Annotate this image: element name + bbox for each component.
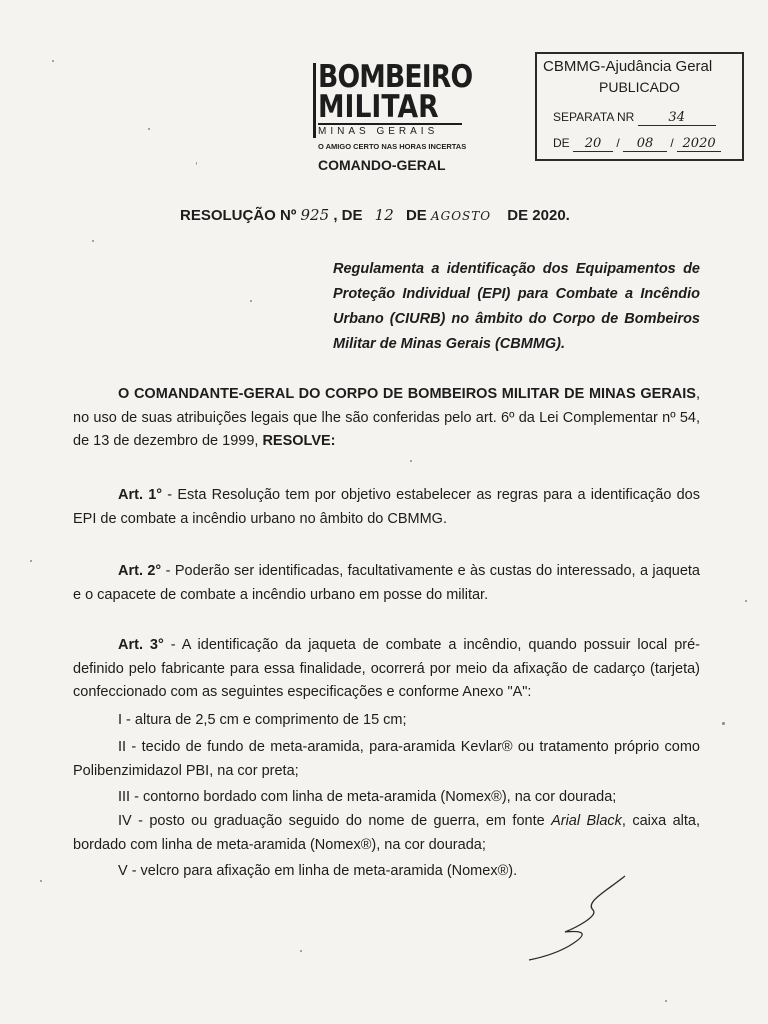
preamble-text: , no uso de suas atribuições legais que lhe são conferidas pelo art. 6º da Lei Complementar nº 54, de 13 de dezembro de 1999, — [73, 386, 700, 449]
publication-stamp — [535, 52, 744, 161]
separata-number: 34 — [638, 110, 716, 126]
item-5: V - velcro para afixação em linha de meta-aramida (Nomex®). — [118, 863, 518, 879]
article-2 — [73, 560, 700, 607]
stamp-line2: PUBLICADO — [599, 79, 680, 95]
title-day: 12 — [374, 206, 394, 224]
title-sep1: , DE — [333, 207, 363, 224]
date-year: 2020 — [677, 136, 721, 152]
preamble-authority: O COMANDANTE-GERAL DO CORPO DE BOMBEIROS MILITAR DE MINAS GERAIS — [118, 386, 696, 402]
article-3-text: - A identificação da jaqueta de combate a incêndio, quando possuir local pré-definido pelo fabricante para essa finalidade, ocorrerá por meio da afixação de cadarço (tarjeta) confeccionado com as seguintes especificações e conforme Anexo "A": — [73, 637, 700, 700]
date-label: DE — [553, 136, 570, 150]
cbmmg-logo — [318, 59, 473, 151]
item-3: III - contorno bordado com linha de meta-aramida (Nomex®), na cor dourada; — [118, 789, 617, 805]
article-3-label: Art. 3° — [118, 637, 164, 653]
logo-line2: MILITAR — [318, 89, 439, 125]
date-month: 08 — [623, 136, 667, 152]
stamp-date: DE 20 / 08 / 2020 — [553, 136, 721, 152]
logo-line1: BOMBEIRO — [318, 59, 473, 95]
item-4-text-a: IV - posto ou graduação seguido do nome de guerra, em fonte — [118, 813, 552, 829]
resolution-title — [180, 206, 570, 224]
item-4 — [73, 810, 700, 857]
logo-bar — [313, 63, 316, 138]
ementa: Regulamenta a identificação dos Equipamentos de Proteção Individual (EPI) para Combate a Incêndio Urbano (CIURB) no âmbito do Corpo de Bombeiros Militar de Minas Gerais (CBMMG). — [333, 261, 700, 352]
title-sep2: DE — [405, 207, 427, 224]
logo-line3: MINAS GERAIS — [318, 123, 462, 137]
logo-tagline: O AMIGO CERTO NAS HORAS INCERTAS — [318, 142, 467, 151]
item-1: I - altura de 2,5 cm e comprimento de 15 cm; — [118, 712, 407, 728]
title-prefix: RESOLUÇÃO Nº — [180, 207, 297, 224]
article-2-label: Art. 2° — [118, 563, 162, 579]
article-2-text: - Poderão ser identificadas, facultativamente e às custas do interessado, a jaqueta e o capacete de combate a incêndio urbano em posse do militar. — [73, 563, 700, 603]
separata-label: SEPARATA NR — [553, 110, 635, 124]
title-number: 925 — [300, 206, 330, 224]
item-4-text-b: , caixa alta, bordado com linha de meta-aramida (Nomex®), na cor dourada; — [73, 813, 700, 853]
article-1 — [73, 484, 700, 531]
article-1-text: - Esta Resolução tem por objetivo estabelecer as regras para a identificação dos EPI de combate a incêndio urbano no âmbito do CBMMG. — [73, 487, 700, 527]
article-1-label: Art. 1° — [118, 487, 163, 503]
article-3 — [73, 634, 700, 705]
title-month: AGOSTO — [430, 209, 492, 223]
command-heading: COMANDO-GERAL — [318, 157, 446, 173]
title-suffix: DE 2020. — [507, 207, 570, 224]
item-2-text: II - tecido de fundo de meta-aramida, para-aramida Kevlar® ou tratamento próprio como Polibenzimidazol PBI, na cor preta; — [73, 739, 700, 779]
item-4-font: Arial Black — [551, 813, 622, 829]
stamp-line1: CBMMG-Ajudância Geral — [543, 58, 713, 75]
item-2 — [73, 736, 700, 783]
preamble-resolve: RESOLVE: — [262, 433, 336, 449]
stamp-separata — [553, 110, 716, 126]
date-day: 20 — [573, 136, 613, 152]
preamble — [73, 383, 700, 454]
signature — [525, 872, 635, 962]
